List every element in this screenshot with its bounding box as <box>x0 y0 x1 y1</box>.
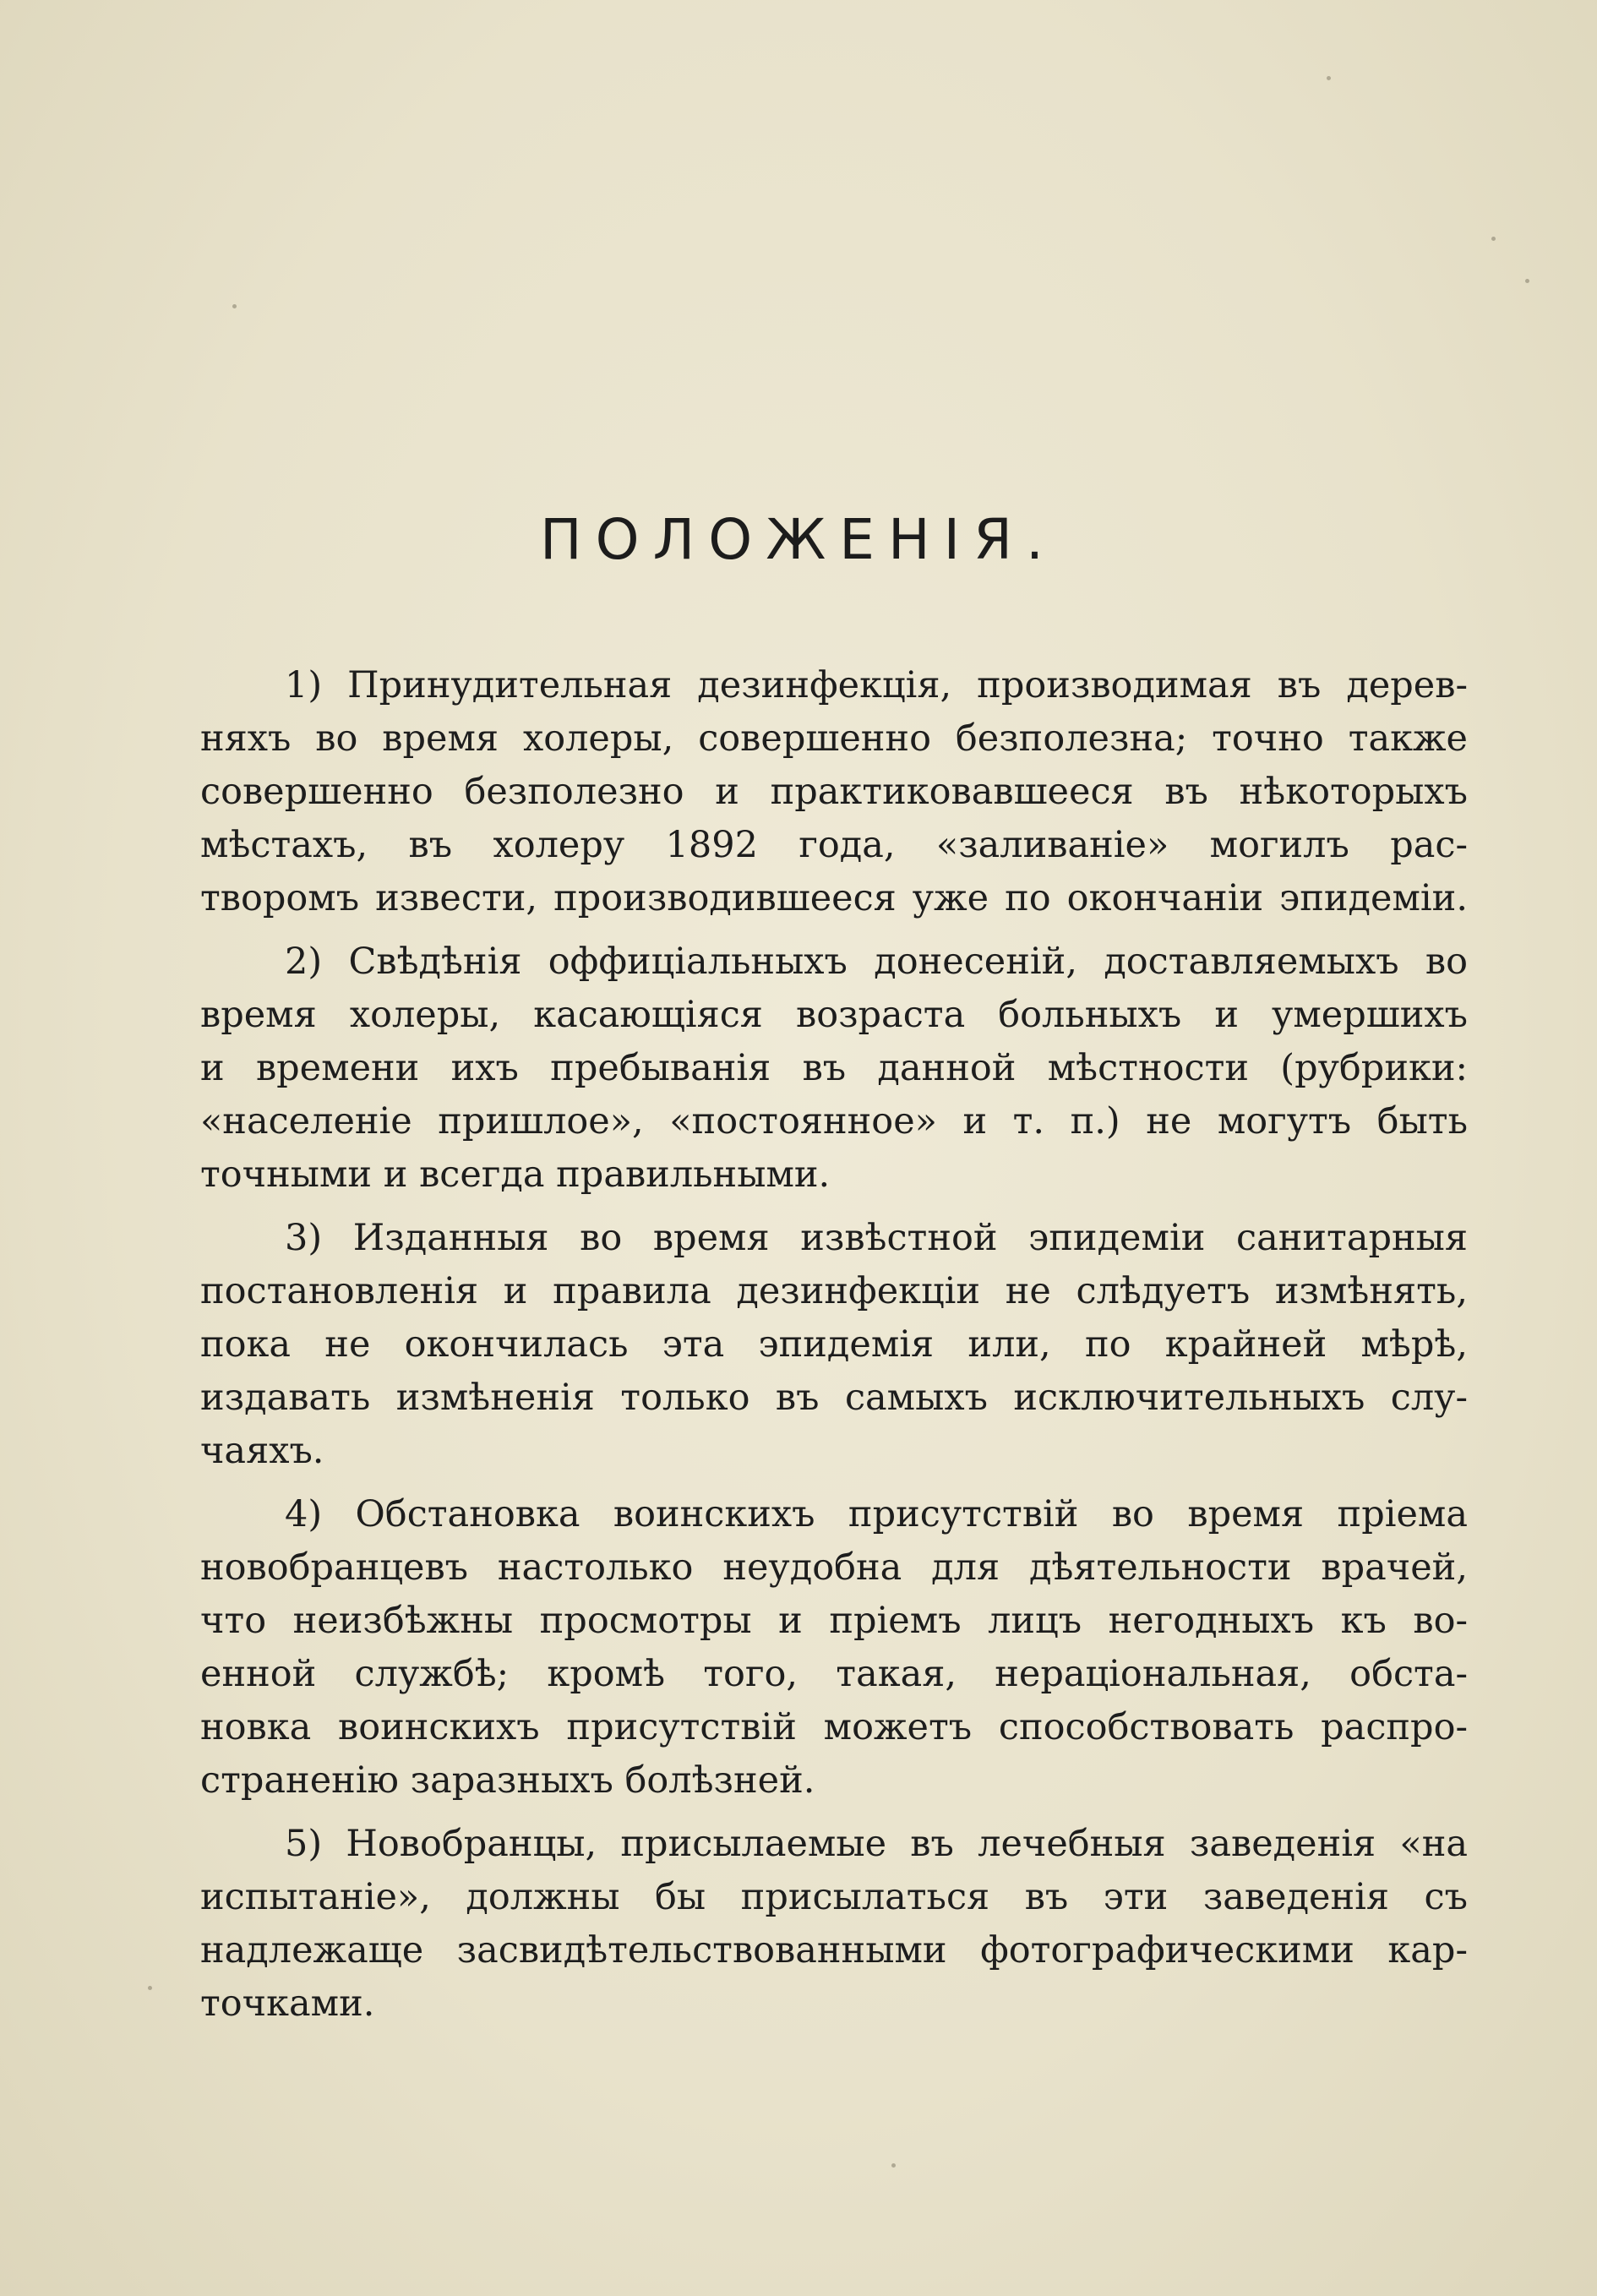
paper-speck <box>148 1986 152 1990</box>
text-line: пока не окончилась эта эпидемія или, по крайней мѣрѣ, <box>200 1323 1468 1366</box>
paper-speck <box>1525 279 1529 283</box>
text-line: постановленія и правила дезинфекціи не слѣдуетъ измѣнять, <box>200 1270 1468 1312</box>
text-line: 5) Новобранцы, присылаемые въ лечебныя заведенія «на <box>285 1823 1468 1865</box>
thesis-paragraph-1 <box>200 659 1468 925</box>
text-line: 3) Изданныя во время извѣстной эпидеміи санитарныя <box>285 1217 1468 1259</box>
text-line: надлежаще засвидѣтельствованными фотографическими кар- <box>200 1929 1468 1972</box>
paper-speck <box>1491 237 1496 241</box>
text-line: издавать измѣненія только въ самыхъ исключительныхъ слу- <box>200 1377 1468 1419</box>
text-line: точками. <box>200 1982 375 2025</box>
page-title: ПОЛОЖЕНІЯ. <box>540 507 1057 572</box>
theses-body <box>200 659 1468 2041</box>
paper-speck <box>232 304 237 308</box>
text-line: мѣстахъ, въ холеру 1892 года, «заливаніе» могилъ рас- <box>200 824 1468 866</box>
text-line: испытаніе», должны бы присылаться въ эти заведенія съ <box>200 1876 1468 1918</box>
text-line: новка воинскихъ присутствій можетъ способствовать распро- <box>200 1706 1468 1748</box>
thesis-paragraph-5 <box>200 1818 1468 2031</box>
text-line: новобранцевъ настолько неудобна для дѣятельности врачей, <box>200 1546 1468 1589</box>
text-line: время холеры, касающіяся возраста больныхъ и умершихъ <box>200 994 1468 1036</box>
paper-speck <box>1327 76 1331 80</box>
text-line: 2) Свѣдѣнія оффиціальныхъ донесеній, доставляемыхъ во <box>285 941 1468 983</box>
paper-speck <box>891 2163 896 2168</box>
text-line: точными и всегда правильными. <box>200 1153 831 1196</box>
text-line: творомъ извести, производившееся уже по окончаніи эпидеміи. <box>200 877 1468 919</box>
thesis-paragraph-3 <box>200 1212 1468 1478</box>
text-line: 4) Обстановка воинскихъ присутствій во время пріема <box>285 1493 1468 1535</box>
text-line: «населеніе пришлое», «постоянное» и т. п.) не могутъ быть <box>200 1100 1468 1143</box>
text-line: няхъ во время холеры, совершенно безполезна; точно также <box>200 717 1468 760</box>
text-line: что неизбѣжны просмотры и пріемъ лицъ негодныхъ къ во- <box>200 1600 1468 1642</box>
text-line: 1) Принудительная дезинфекція, производимая въ дерев- <box>285 664 1468 706</box>
text-line: и времени ихъ пребыванія въ данной мѣстности (рубрики: <box>200 1047 1468 1089</box>
text-line: совершенно безполезно и практиковавшееся въ нѣкоторыхъ <box>200 771 1468 813</box>
text-line: чаяхъ. <box>200 1430 324 1472</box>
thesis-paragraph-4 <box>200 1488 1468 1808</box>
text-line: страненію заразныхъ болѣзней. <box>200 1759 815 1802</box>
text-line: енной службѣ; кромѣ того, такая, нераціональная, обста- <box>200 1653 1468 1695</box>
thesis-paragraph-2 <box>200 935 1468 1202</box>
